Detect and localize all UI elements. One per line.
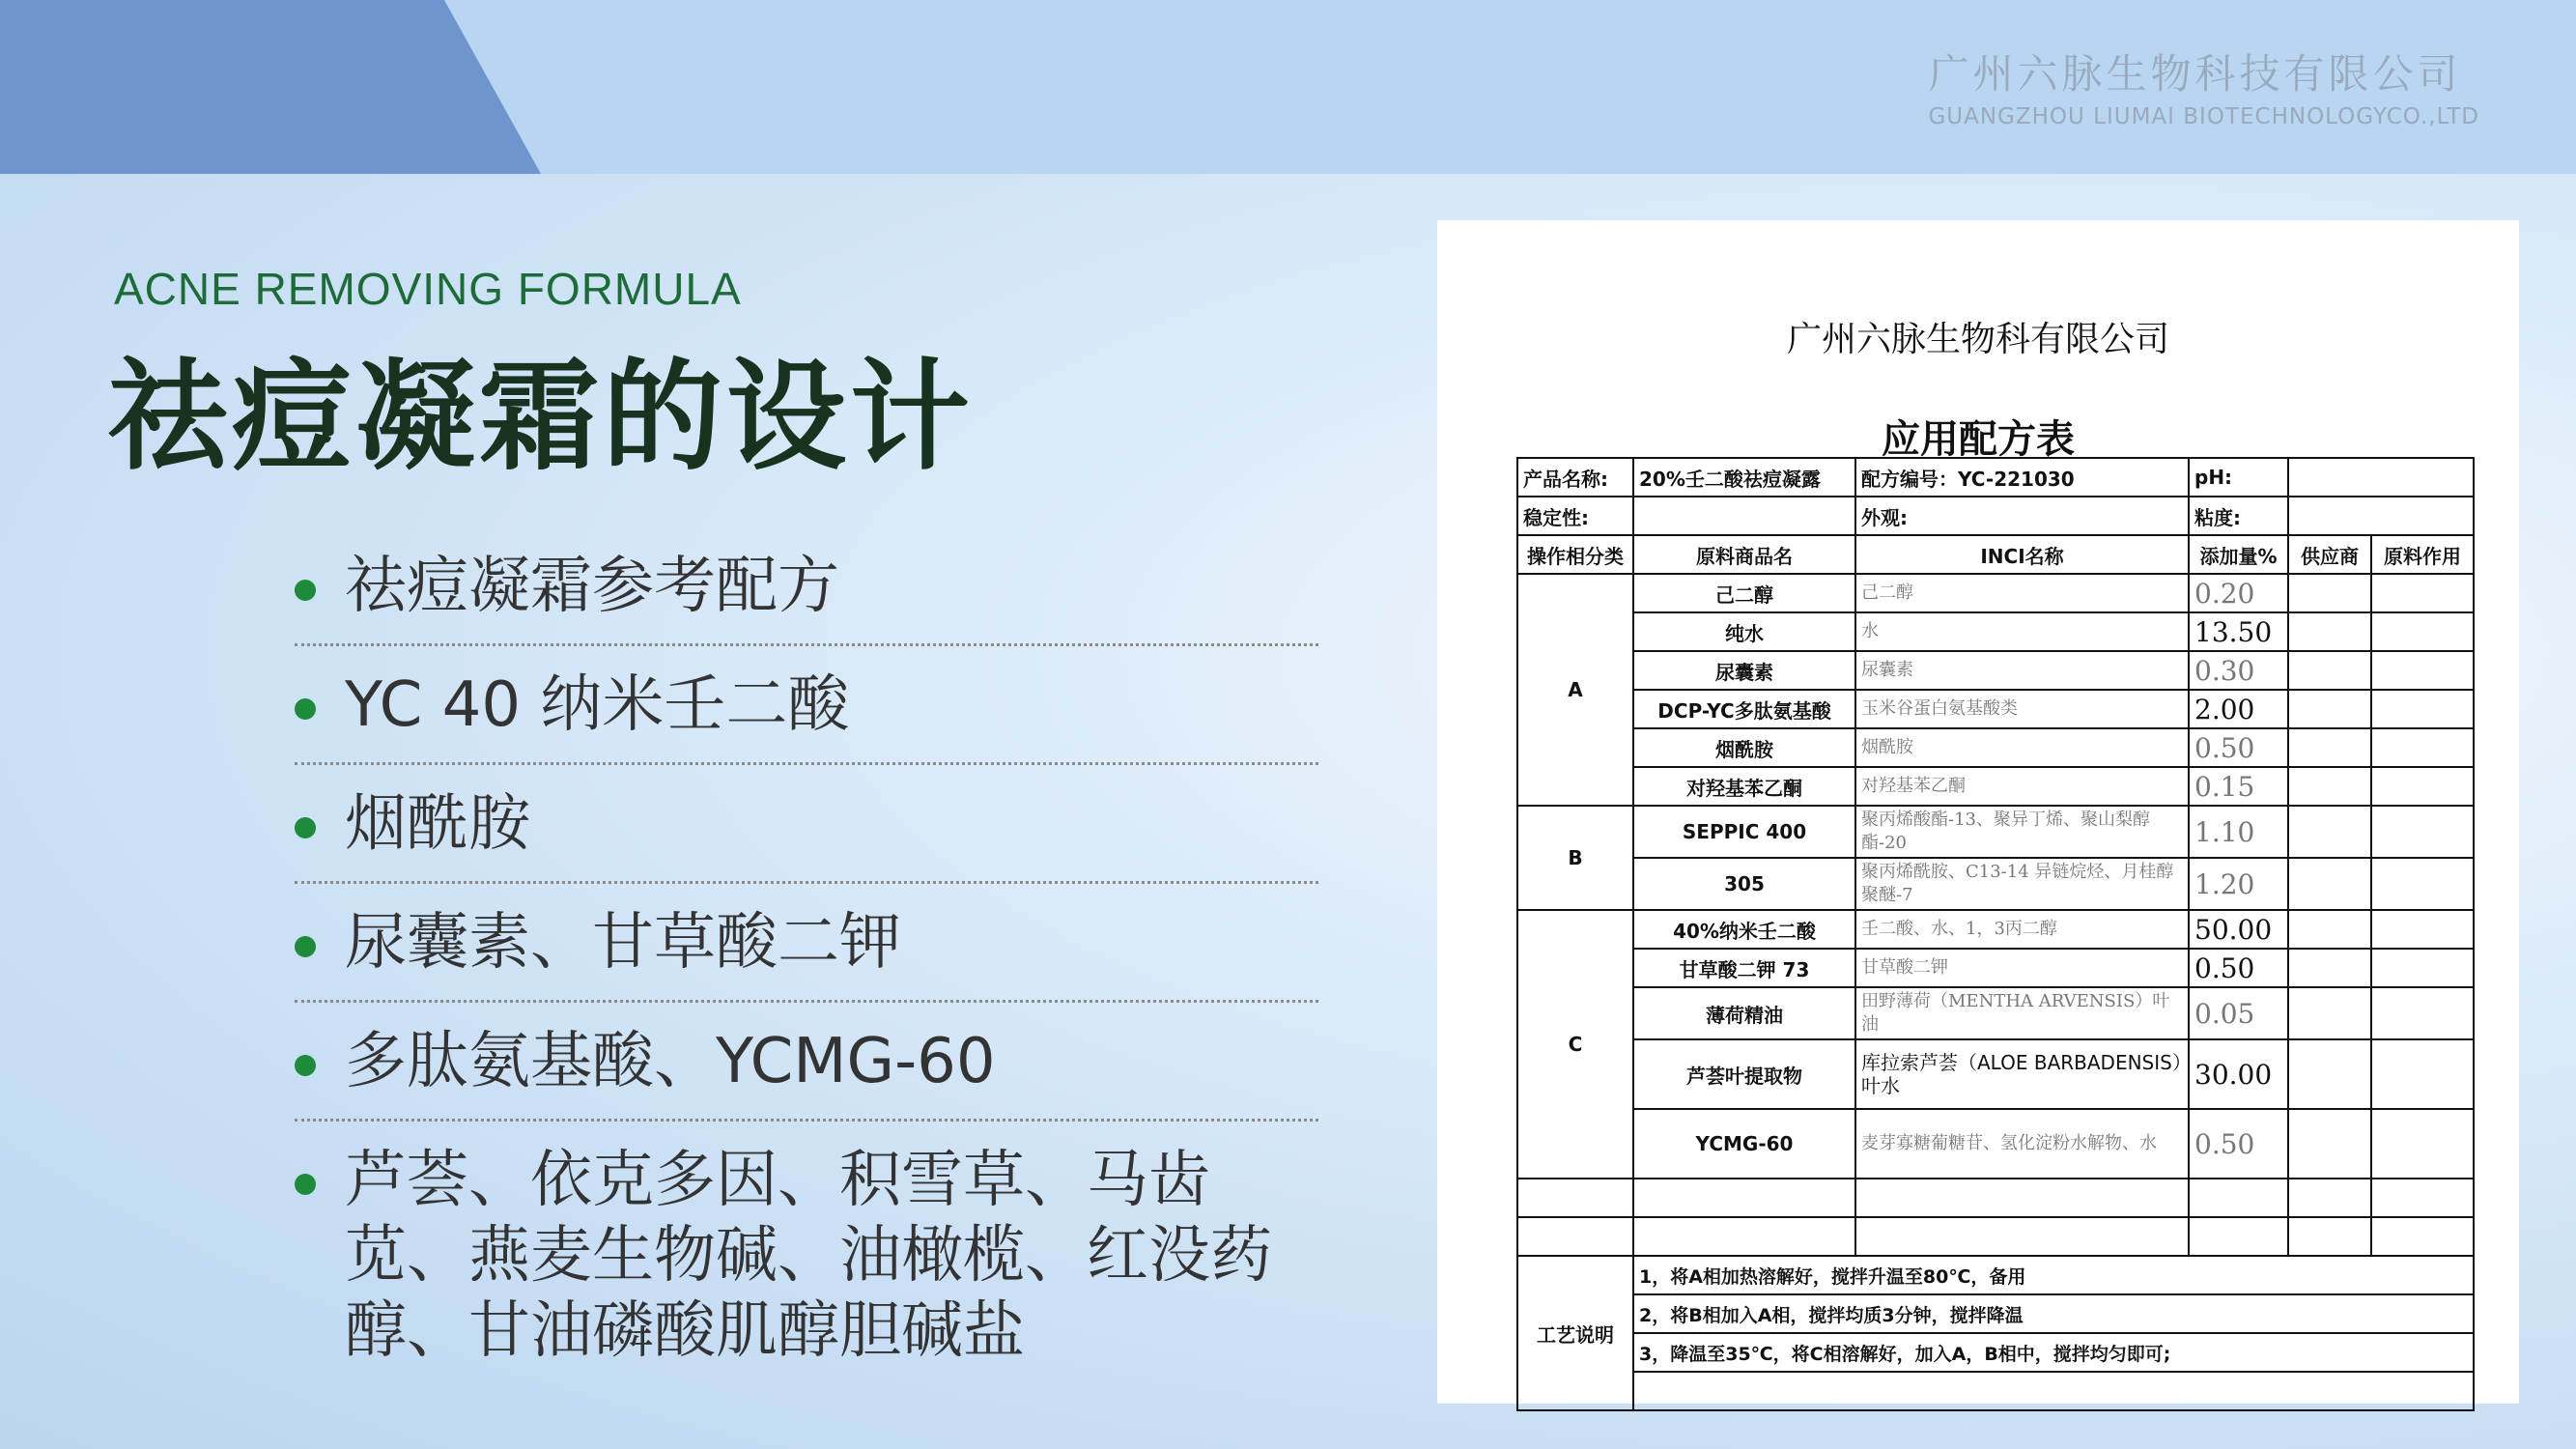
company-logo-text: [1928, 43, 2479, 129]
empty-cell: [1855, 1179, 2189, 1217]
bullet-item: [295, 779, 1318, 884]
ingredient-name: 对羟基苯乙酮: [1633, 767, 1855, 806]
appearance-label: 外观:: [1855, 497, 2189, 535]
ingredient-name: 纯水: [1633, 612, 1855, 651]
company-name-en: GUANGZHOU LIUMAI BIOTECHNOLOGYCO.,LTD: [1928, 104, 2479, 129]
bullet-item: [295, 541, 1318, 646]
subtitle-english: ACNE REMOVING FORMULA: [114, 264, 742, 314]
bullet-text: 烟酰胺: [345, 788, 530, 860]
supplier-cell: [2288, 767, 2371, 806]
empty-cell: [1517, 1179, 1633, 1217]
stability-value: [1633, 497, 1855, 535]
supplier-cell: [2288, 1109, 2371, 1179]
empty-cell: [1633, 1179, 1855, 1217]
bullet-dot-icon: [295, 1174, 316, 1195]
table-row: [1517, 728, 2474, 767]
process-step: 3，降温至35℃，将C相溶解好，加入A，B相中，搅拌均匀即可;: [1633, 1333, 2474, 1372]
table-row: [1517, 1039, 2474, 1109]
bullet-item: [295, 1016, 1318, 1122]
ingredient-amount: 50.00: [2189, 910, 2288, 949]
table-row: [1517, 858, 2474, 910]
ingredient-amount: 30.00: [2189, 1039, 2288, 1109]
ingredient-inci: 甘草酸二钾: [1855, 949, 2189, 987]
ingredient-amount: 0.20: [2189, 574, 2288, 612]
ingredient-name: 烟酰胺: [1633, 728, 1855, 767]
ingredient-amount: 0.50: [2189, 728, 2288, 767]
table-row: [1517, 910, 2474, 949]
empty-cell: [1633, 1217, 1855, 1256]
table-row: [1517, 1333, 2474, 1372]
formula-number: 配方编号：YC-221030: [1855, 458, 2189, 497]
function-cell: [2371, 910, 2474, 949]
ingredient-name: 薄荷精油: [1633, 987, 1855, 1039]
column-header: 供应商: [2288, 535, 2371, 574]
bullet-text: 祛痘凝霜参考配方: [345, 551, 839, 622]
empty-cell: [2189, 1217, 2288, 1256]
stability-label: 稳定性:: [1517, 497, 1633, 535]
function-cell: [2371, 574, 2474, 612]
page-title: 祛痘凝霜的设计: [108, 348, 975, 487]
ingredient-name: SEPPIC 400: [1633, 806, 1855, 858]
banner-triangle-decoration: [0, 0, 541, 174]
ingredient-name: 己二醇: [1633, 574, 1855, 612]
bullet-dot-icon: [295, 817, 316, 838]
supplier-cell: [2288, 806, 2371, 858]
table-row: [1517, 651, 2474, 690]
empty-cell: [2371, 1217, 2474, 1256]
ingredient-inci: 田野薄荷（MENTHA ARVENSIS）叶油: [1855, 987, 2189, 1039]
process-step: 1，将A相加热溶解好，搅拌升温至80℃，备用: [1633, 1256, 2474, 1294]
bullet-dot-icon: [295, 580, 316, 601]
ph-label: pH:: [2189, 458, 2288, 497]
column-header: 操作相分类: [1517, 535, 1633, 574]
empty-cell: [1517, 1217, 1633, 1256]
empty-cell: [2189, 1179, 2288, 1217]
column-header: 原料商品名: [1633, 535, 1855, 574]
supplier-cell: [2288, 690, 2371, 728]
bullet-dot-icon: [295, 936, 316, 957]
supplier-cell: [2288, 987, 2371, 1039]
ingredient-inci: 烟酰胺: [1855, 728, 2189, 767]
bullet-item: [295, 1135, 1318, 1388]
function-cell: [2371, 728, 2474, 767]
supplier-cell: [2288, 910, 2371, 949]
ingredient-name: DCP-YC多肽氨基酸: [1633, 690, 1855, 728]
ingredient-amount: 1.10: [2189, 806, 2288, 858]
company-name-cn: 广州六脉生物科技有限公司: [1928, 50, 2462, 98]
ingredient-inci: 对羟基苯乙酮: [1855, 767, 2189, 806]
phase-label: B: [1517, 806, 1633, 910]
empty-cell: [2288, 1179, 2371, 1217]
supplier-cell: [2288, 949, 2371, 987]
ingredient-amount: 0.05: [2189, 987, 2288, 1039]
table-row: [1517, 1256, 2474, 1294]
ingredient-inci: 玉米谷蛋白氨基酸类: [1855, 690, 2189, 728]
ingredient-inci: 水: [1855, 612, 2189, 651]
ingredient-amount: 0.50: [2189, 1109, 2288, 1179]
bullet-item: [295, 897, 1318, 1003]
function-cell: [2371, 651, 2474, 690]
table-header-row: [1517, 535, 2474, 574]
ingredient-name: 尿囊素: [1633, 651, 1855, 690]
process-label: 工艺说明: [1517, 1256, 1633, 1410]
supplier-cell: [2288, 1039, 2371, 1109]
bullet-list: [295, 541, 1318, 1402]
ph-value: [2288, 458, 2474, 497]
ingredient-inci: 聚丙烯酰胺、C13-14 异链烷烃、月桂醇聚醚-7: [1855, 858, 2189, 910]
bullet-text: YC 40 纳米壬二酸: [345, 669, 850, 741]
formula-table: [1516, 457, 2475, 1411]
ingredient-name: 305: [1633, 858, 1855, 910]
empty-cell: [2288, 1217, 2371, 1256]
bullet-text: 多肽氨基酸、YCMG-60: [345, 1026, 996, 1097]
ingredient-inci: 麦芽寡糖葡糖苷、氢化淀粉水解物、水: [1855, 1109, 2189, 1179]
viscosity-label: 粘度:: [2189, 497, 2288, 535]
ingredient-inci: 己二醇: [1855, 574, 2189, 612]
table-row: [1517, 574, 2474, 612]
table-row: [1517, 806, 2474, 858]
ingredient-amount: 0.15: [2189, 767, 2288, 806]
document-title: 应用配方表: [1882, 417, 2075, 462]
ingredient-amount: 1.20: [2189, 858, 2288, 910]
ingredient-amount: 0.50: [2189, 949, 2288, 987]
bullet-text: 尿囊素、甘草酸二钾: [345, 907, 901, 979]
table-row: [1517, 1109, 2474, 1179]
bullet-item: [295, 660, 1318, 765]
document-company-name: 广州六脉生物科有限公司: [1786, 320, 2169, 359]
table-row: [1517, 1372, 2474, 1410]
ingredient-amount: 0.30: [2189, 651, 2288, 690]
ingredient-name: YCMG-60: [1633, 1109, 1855, 1179]
ingredient-amount: 13.50: [2189, 612, 2288, 651]
table-row: [1517, 987, 2474, 1039]
function-cell: [2371, 690, 2474, 728]
bullet-text: 芦荟、依克多因、积雪草、马齿苋、燕麦生物碱、油橄榄、红没药醇、甘油磷酸肌醇胆碱盐: [345, 1145, 1272, 1367]
ingredient-inci: 聚丙烯酸酯-13、聚异丁烯、聚山梨醇酯-20: [1855, 806, 2189, 858]
supplier-cell: [2288, 858, 2371, 910]
function-cell: [2371, 1109, 2474, 1179]
function-cell: [2371, 1039, 2474, 1109]
supplier-cell: [2288, 728, 2371, 767]
column-header: 原料作用: [2371, 535, 2474, 574]
function-cell: [2371, 858, 2474, 910]
table-row: [1517, 458, 2474, 497]
table-row: [1517, 1179, 2474, 1217]
function-cell: [2371, 612, 2474, 651]
table-row: [1517, 690, 2474, 728]
product-label: 产品名称:: [1517, 458, 1633, 497]
top-banner: [0, 0, 2576, 174]
bullet-dot-icon: [295, 698, 316, 720]
function-cell: [2371, 949, 2474, 987]
supplier-cell: [2288, 651, 2371, 690]
bullet-dot-icon: [295, 1055, 316, 1076]
ingredient-name: 40%纳米壬二酸: [1633, 910, 1855, 949]
ingredient-amount: 2.00: [2189, 690, 2288, 728]
empty-cell: [2371, 1179, 2474, 1217]
function-cell: [2371, 767, 2474, 806]
process-step: 2，将B相加入A相，搅拌均质3分钟，搅拌降温: [1633, 1294, 2474, 1333]
ingredient-inci: 库拉索芦荟（ALOE BARBADENSIS）叶水: [1855, 1039, 2189, 1109]
table-row: [1517, 612, 2474, 651]
phase-label: C: [1517, 910, 1633, 1179]
ingredient-name: 芦荟叶提取物: [1633, 1039, 1855, 1109]
column-header: 添加量%: [2189, 535, 2288, 574]
ingredient-name: 甘草酸二钾 73: [1633, 949, 1855, 987]
viscosity-value: [2288, 497, 2474, 535]
empty-cell: [1633, 1372, 2474, 1410]
phase-label: A: [1517, 574, 1633, 806]
ingredient-inci: 壬二酸、水、1，3丙二醇: [1855, 910, 2189, 949]
formula-document: [1437, 220, 2519, 1404]
table-row: [1517, 1217, 2474, 1256]
supplier-cell: [2288, 612, 2371, 651]
empty-cell: [1855, 1217, 2189, 1256]
supplier-cell: [2288, 574, 2371, 612]
ingredient-inci: 尿囊素: [1855, 651, 2189, 690]
table-row: [1517, 1294, 2474, 1333]
table-row: [1517, 767, 2474, 806]
function-cell: [2371, 987, 2474, 1039]
table-row: [1517, 949, 2474, 987]
column-header: INCI名称: [1855, 535, 2189, 574]
table-row: [1517, 497, 2474, 535]
product-value: 20%壬二酸祛痘凝露: [1633, 458, 1855, 497]
function-cell: [2371, 806, 2474, 858]
